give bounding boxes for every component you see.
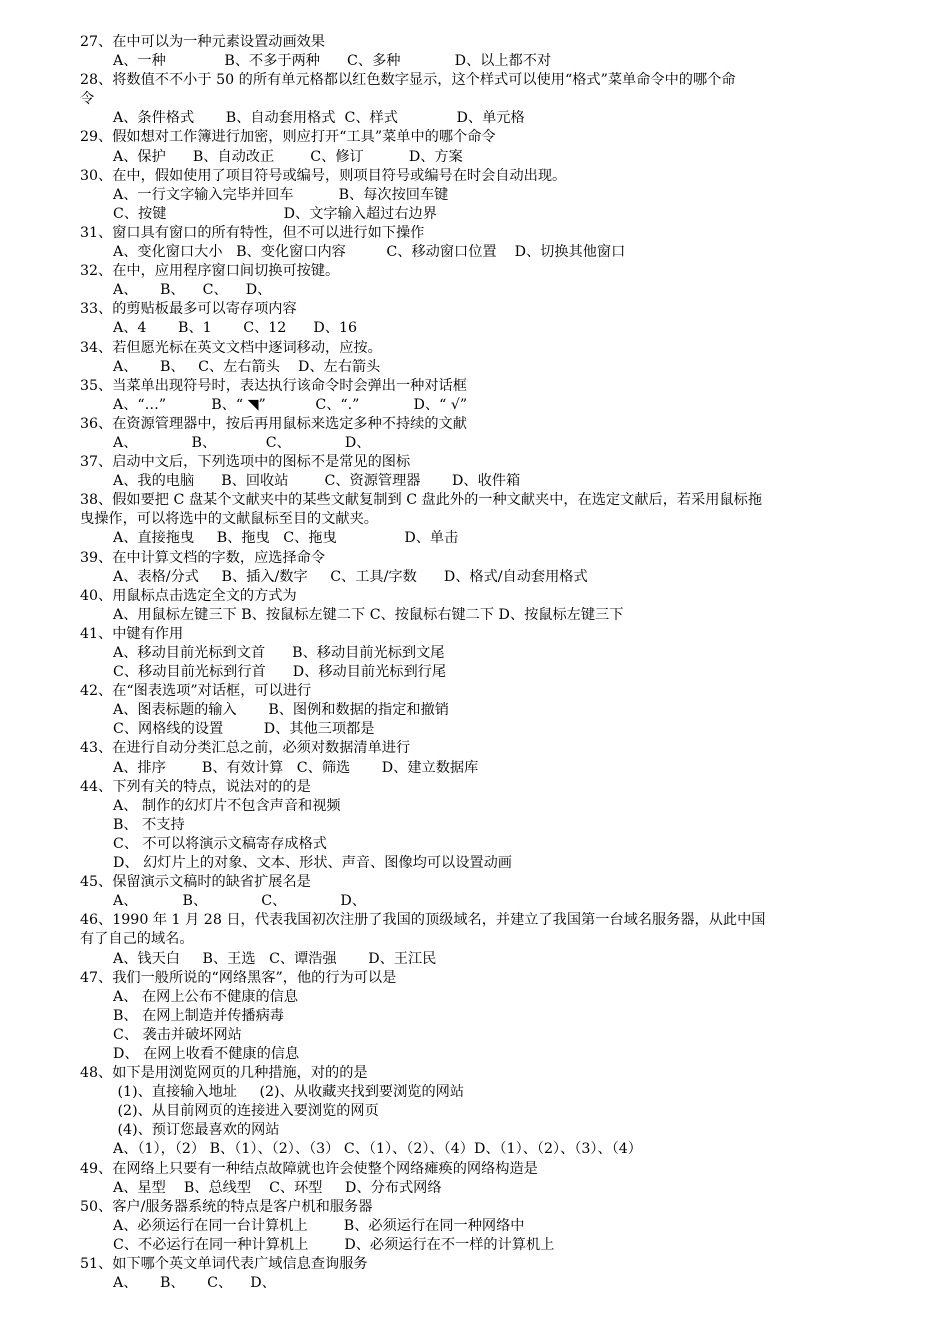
- answer-options-line: A、 B、 C、 D、: [113, 893, 366, 910]
- answer-options-line: A、条件格式 B、自动套用格式 C、样式 D、单元格: [113, 110, 525, 127]
- question-line: 37、启动中文后，下列选项中的图标不是常见的图标: [80, 454, 411, 471]
- answer-options-line: A、直接拖曳 B、拖曳 C、拖曳 D、单击: [113, 530, 459, 547]
- answer-options-line: A、 B、 C、 D、: [113, 282, 272, 299]
- question-line: 40、用鼠标点击选定全文的方式为: [80, 587, 297, 604]
- question-line: 34、若但愿光标在英文文档中逐词移动，应按。: [80, 339, 382, 356]
- answer-options-line: B、 在网上制造并传播病毒: [113, 1007, 284, 1024]
- answer-options-line: A、 制作的幻灯片不包含声音和视频: [113, 797, 341, 814]
- answer-options-line: C、不必运行在同一种计算机上 D、必须运行在不一样的计算机上: [113, 1236, 555, 1253]
- answer-options-line: A、星型 B、总线型 C、环型 D、分布式网络: [113, 1179, 442, 1196]
- answer-options-line: A、（1），（2） B、（1）、（2）、（3） C、（1）、（2）、（4）D、（1）、（2）、（3）、（4）: [113, 1141, 642, 1158]
- answer-options-line: C、 袭击并破坏网站: [113, 1026, 242, 1043]
- answer-options-line: D、 幻灯片上的对象、文本、形状、声音、图像均可以设置动画: [113, 855, 512, 872]
- question-line: 32、在中，应用程序窗口间切换可按键。: [80, 263, 340, 280]
- answer-options-line: A、变化窗口大小 B、变化窗口内容 C、移动窗口位置 D、切换其他窗口: [113, 244, 626, 261]
- answer-options-line: (4)、预订您最喜欢的网站: [113, 1122, 280, 1139]
- answer-options-line: C、 不可以将演示文稿寄存成格式: [113, 835, 327, 852]
- question-line: 44、下列有关的特点，说法对的的是: [80, 778, 311, 795]
- question-line: 曳操作，可以将选中的文献鼠标至目的文献夹。: [80, 511, 378, 528]
- question-line: 令: [80, 91, 95, 108]
- answer-options-line: A、一种 B、不多于两种 C、多种 D、以上都不对: [113, 53, 552, 70]
- answer-options-line: A、我的电脑 B、回收站 C、资源管理器 D、收件箱: [113, 473, 521, 490]
- question-line: 50、客户/服务器系统的特点是客户机和服务器: [80, 1198, 373, 1215]
- answer-options-line: C、按键 D、文字输入超过右边界: [113, 205, 437, 222]
- question-line: 45、保留演示文稿时的缺省扩展名是: [80, 874, 311, 891]
- answer-options-line: A、4 B、1 C、12 D、16: [113, 320, 358, 337]
- question-line: 36、在资源管理器中，按后再用鼠标来选定多种不持续的文献: [80, 415, 467, 432]
- answer-options-line: D、 在网上收看不健康的信息: [113, 1045, 300, 1062]
- answer-options-line: A、保护 B、自动改正 C、修订 D、方案: [113, 148, 463, 165]
- answer-options-line: (2)、从目前网页的连接进入要浏览的网页: [113, 1103, 379, 1120]
- answer-options-line: A、用鼠标左键三下 B、按鼠标左键二下 C、按鼠标右键二下 D、按鼠标左键三下: [113, 606, 624, 623]
- answer-options-line: A、 B、 C、 D、: [113, 1275, 276, 1292]
- question-line: 48、如下是用浏览网页的几种措施，对的的是: [80, 1065, 368, 1082]
- answer-options-line: A、 B、 C、左右箭头 D、左右箭头: [113, 358, 381, 375]
- answer-options-line: A、图表标题的输入 B、图例和数据的指定和撤销: [113, 702, 449, 719]
- question-line: 42、在“图表选项”对话框，可以进行: [80, 683, 312, 700]
- question-line: 27、在中可以为一种元素设置动画效果: [80, 34, 326, 50]
- answer-options-line: A、表格/分式 B、插入/数字 C、工具/字数 D、格式/自动套用格式: [113, 568, 588, 585]
- question-line: 41、中键有作用: [80, 625, 184, 642]
- answer-options-line: C、网格线的设置 D、其他三项都是: [113, 721, 375, 738]
- answer-options-line: C、移动目前光标到行首 D、移动目前光标到行尾: [113, 664, 447, 681]
- question-line: 46、1990 年 1 月 28 日，代表我国初次注册了我国的顶级域名，并建立了我国第一台域名服务器，从此中国: [80, 912, 766, 929]
- question-line: 35、当菜单出现符号时，表达执行该命令时会弹出一种对话框: [80, 377, 467, 394]
- question-line: 28、将数值不不小于 50 的所有单元格都以红色数字显示，这个样式可以使用“格式”菜单命令中的哪个命: [80, 72, 736, 89]
- answer-options-line: A、 B、 C、 D、: [113, 434, 371, 451]
- question-line: 47、我们一般所说的“网络黑客”，他的行为可以是: [80, 969, 397, 986]
- document-page: [80, 33, 875, 1293]
- question-line: 33、的剪贴板最多可以寄存项内容: [80, 301, 297, 318]
- answer-options-line: A、排序 B、有效计算 C、筛选 D、建立数据库: [113, 759, 479, 776]
- answer-options-line: A、钱天白 B、王选 C、谭浩强 D、王江民: [113, 950, 437, 967]
- question-line: 30、在中，假如使用了项目符号或编号，则项目符号或编号在时会自动出现。: [80, 167, 567, 184]
- question-line: 51、如下哪个英文单词代表广域信息查询服务: [80, 1256, 368, 1272]
- question-line: 29、假如想对工作簿进行加密，则应打开“工具”菜单中的哪个命令: [80, 129, 496, 146]
- answer-options-line: A、必须运行在同一台计算机上 B、必须运行在同一种网络中: [113, 1217, 525, 1234]
- question-line: 有了自己的域名。: [80, 931, 194, 948]
- answer-options-line: A、 在网上公布不健康的信息: [113, 988, 299, 1005]
- question-line: 31、窗口具有窗口的所有特性，但不可以进行如下操作: [80, 224, 425, 241]
- question-line: 49、在网络上只要有一种结点故障就也许会使整个网络瘫痪的网络构造是: [80, 1160, 538, 1177]
- question-line: 38、假如要把 C 盘某个文献夹中的某些文献复制到 C 盘此外的一种文献夹中，在选定文献后，若采用鼠标拖: [80, 492, 763, 509]
- answer-options-line: A、移动目前光标到文首 B、移动目前光标到文尾: [113, 645, 445, 661]
- question-line: 43、在进行自动分类汇总之前，必须对数据清单进行: [80, 740, 411, 757]
- answer-options-line: A、一行文字输入完毕并回车 B、每次按回车键: [113, 186, 449, 203]
- answer-options-line: B、 不支持: [113, 816, 185, 833]
- answer-options-line: A、“…” B、“ ◥” C、“.” D、“ √”: [113, 396, 468, 413]
- question-line: 39、在中计算文档的字数，应选择命令: [80, 549, 326, 566]
- answer-options-line: (1)、直接输入地址 (2)、从收藏夹找到要浏览的网站: [113, 1084, 465, 1101]
